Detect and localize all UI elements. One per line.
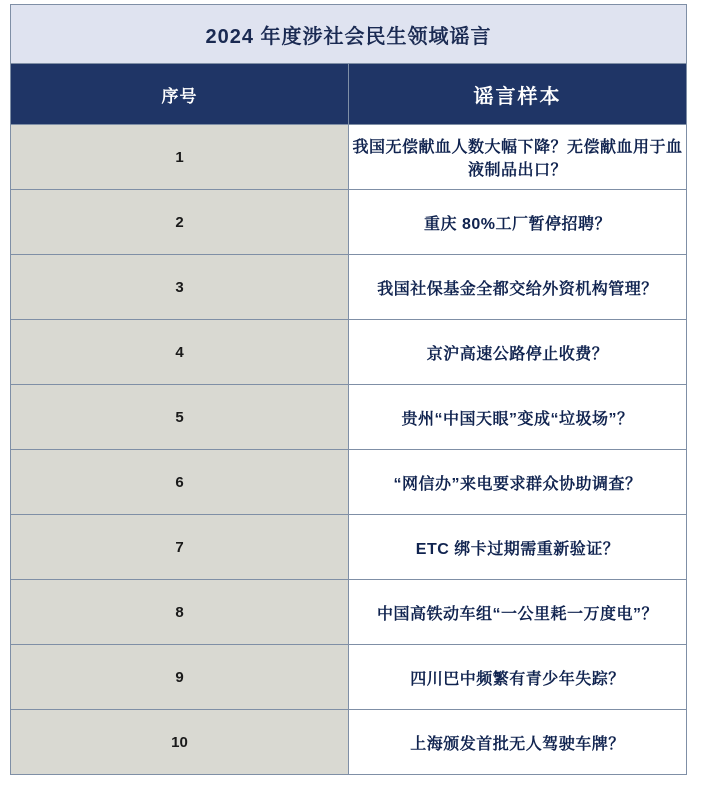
column-header-sample: 谣言样本 <box>349 64 687 125</box>
document-sheet <box>0 4 701 795</box>
row-index: 1 <box>11 125 349 190</box>
page-title: 2024 年度涉社会民生领域谣言 <box>11 5 687 64</box>
column-header-index: 序号 <box>11 64 349 125</box>
row-index: 3 <box>11 255 349 320</box>
table-row <box>11 190 687 255</box>
row-sample: 贵州“中国天眼”变成“垃圾场”？ <box>349 385 687 450</box>
row-index: 9 <box>11 645 349 710</box>
table-title-row <box>11 5 687 64</box>
row-sample: 中国高铁动车组“一公里耗一万度电”？ <box>349 580 687 645</box>
table-row <box>11 580 687 645</box>
table-row <box>11 710 687 775</box>
row-index: 10 <box>11 710 349 775</box>
table-row <box>11 320 687 385</box>
row-sample: “网信办”来电要求群众协助调查？ <box>349 450 687 515</box>
rumor-table <box>10 4 687 775</box>
row-index: 2 <box>11 190 349 255</box>
row-sample: 四川巴中频繁有青少年失踪？ <box>349 645 687 710</box>
table-row <box>11 385 687 450</box>
table-row <box>11 255 687 320</box>
table-row <box>11 645 687 710</box>
table-row <box>11 515 687 580</box>
row-sample: 我国社保基金全都交给外资机构管理？ <box>349 255 687 320</box>
row-sample: 重庆 80%工厂暂停招聘？ <box>349 190 687 255</box>
table-header-row <box>11 64 687 125</box>
row-index: 6 <box>11 450 349 515</box>
table-row <box>11 125 687 190</box>
row-index: 5 <box>11 385 349 450</box>
row-index: 7 <box>11 515 349 580</box>
row-sample: 京沪高速公路停止收费？ <box>349 320 687 385</box>
table-row <box>11 450 687 515</box>
row-sample: 我国无偿献血人数大幅下降？无偿献血用于血液制品出口？ <box>349 125 687 190</box>
row-index: 8 <box>11 580 349 645</box>
row-sample: ETC 绑卡过期需重新验证？ <box>349 515 687 580</box>
row-sample: 上海颁发首批无人驾驶车牌？ <box>349 710 687 775</box>
row-index: 4 <box>11 320 349 385</box>
